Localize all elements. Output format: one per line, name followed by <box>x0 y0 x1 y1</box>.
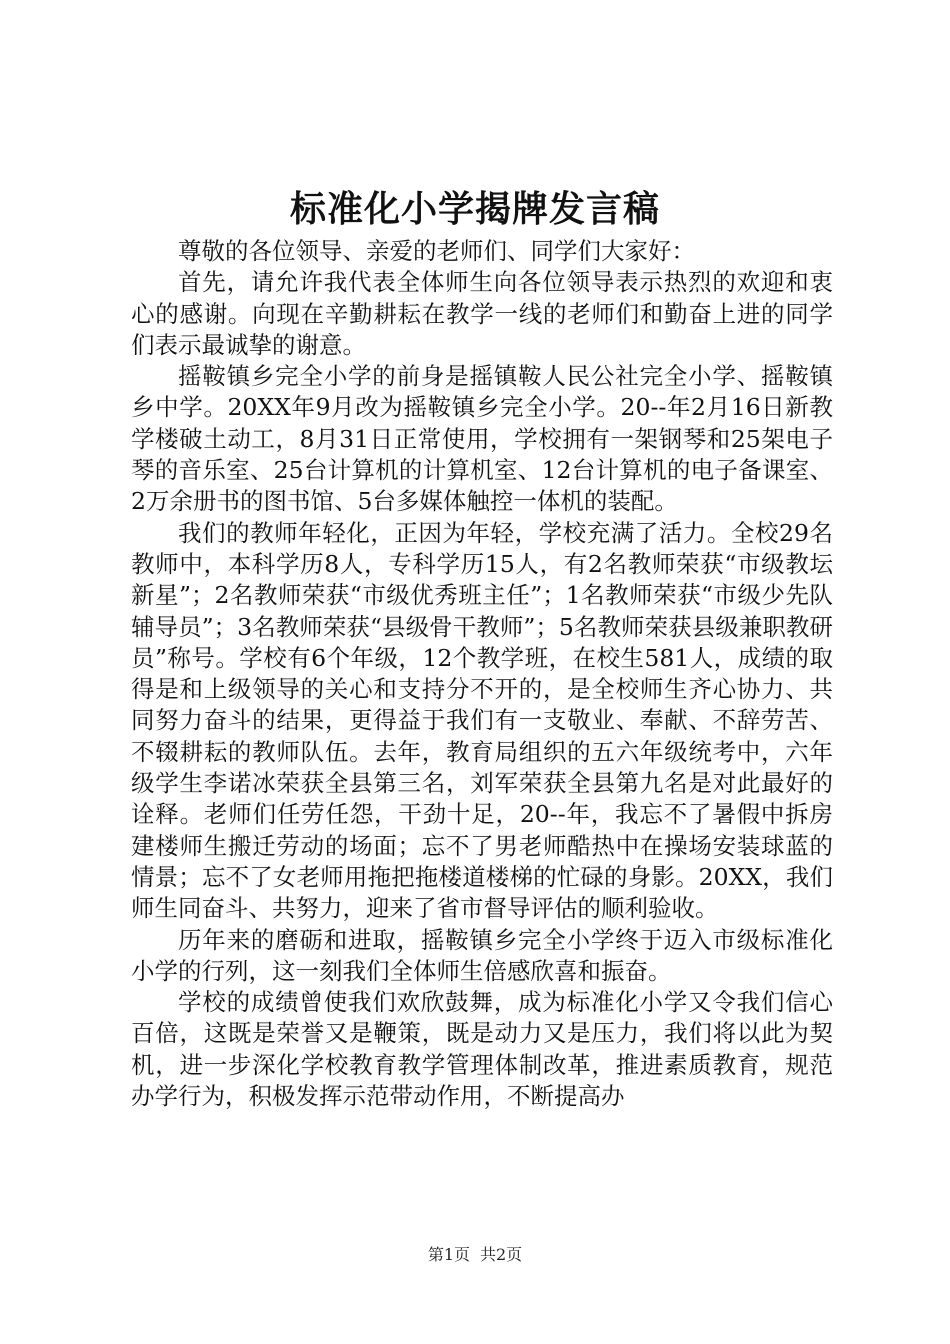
page-number-total: 共2页 <box>480 1245 523 1264</box>
paragraph-thanks: 首先，请允许我代表全体师生向各位领导表示热烈的欢迎和衷心的感谢。向现在辛勤耕耘在教学一线的老师们和勤奋上进的同学们表示最诚挚的谢意。 <box>131 268 833 359</box>
document-title: 标准化小学揭牌发言稿 <box>289 188 660 230</box>
paragraph-greeting: 尊敬的各位领导、亲爱的老师们、同学们大家好： <box>178 237 695 265</box>
paragraph-teachers: 我们的教师年轻化，正因为年轻，学校充满了活力。全校29名教师中，本科学历8人，专科学历15人，有2名教师荣获“市级教坛新星”；2名教师荣获“市级优秀班主任”；1名教师荣获“市级少先队辅导员”；3名教师荣获“县级骨干教师”；5名教师荣获县级兼职教研员”称号。学校有6个年级，12个教学班，在校生581人，成绩的取得是和上级领导的关心和支持分不开的，是全校师生齐心协力、共同努力奋斗的结果，更得益于我们有一支敬业、奉献、不辞劳苦、不辍耕耘的教师队伍。去年，教育局组织的五六年级统考中，六年级学生李诺冰荣获全县第三名，刘军荣获全县第九名是对此最好的诠释。老师们任劳任怨，干劲十足，20--年，我忘不了暑假中拆房建楼师生搬迁劳动的场面；忘不了男老师酷热中在操场安装球蓝的情景；忘不了女老师用拖把拖楼道楼梯的忙碌的身影。20XX，我们师生同奋斗、共努力，迎来了省市督导评估的顺利验收。 <box>131 518 833 923</box>
paragraph-future: 学校的成绩曾使我们欢欣鼓舞，成为标准化小学又令我们信心百倍，这既是荣誉又是鞭策，既是动力又是压力，我们将以此为契机，进一步深化学校教育教学管理体制改革，推进素质教育，规范办学行为，积极发挥示范带动作用，不断提高办 <box>131 988 833 1111</box>
page-number-current: 第1页 <box>427 1245 470 1264</box>
paragraph-history: 摇鞍镇乡完全小学的前身是摇镇鞍人民公社完全小学、摇鞍镇乡中学。20XX年9月改为摇鞍镇乡完全小学。20--年2月16日新教学楼破土动工，8月31日正常使用，学校拥有一架钢琴和25架电子琴的音乐室、25台计算机的计算机室、12台计算机的电子备课室、2万余册书的图书馆、5台多媒体触控一体机的装配。 <box>131 362 833 516</box>
document-body <box>131 236 833 1112</box>
paragraph-milestone: 历年来的磨砺和进取，摇鞍镇乡完全小学终于迈入市级标准化小学的行列，这一刻我们全体师生倍感欣喜和振奋。 <box>131 925 833 985</box>
page-footer <box>0 1244 950 1266</box>
